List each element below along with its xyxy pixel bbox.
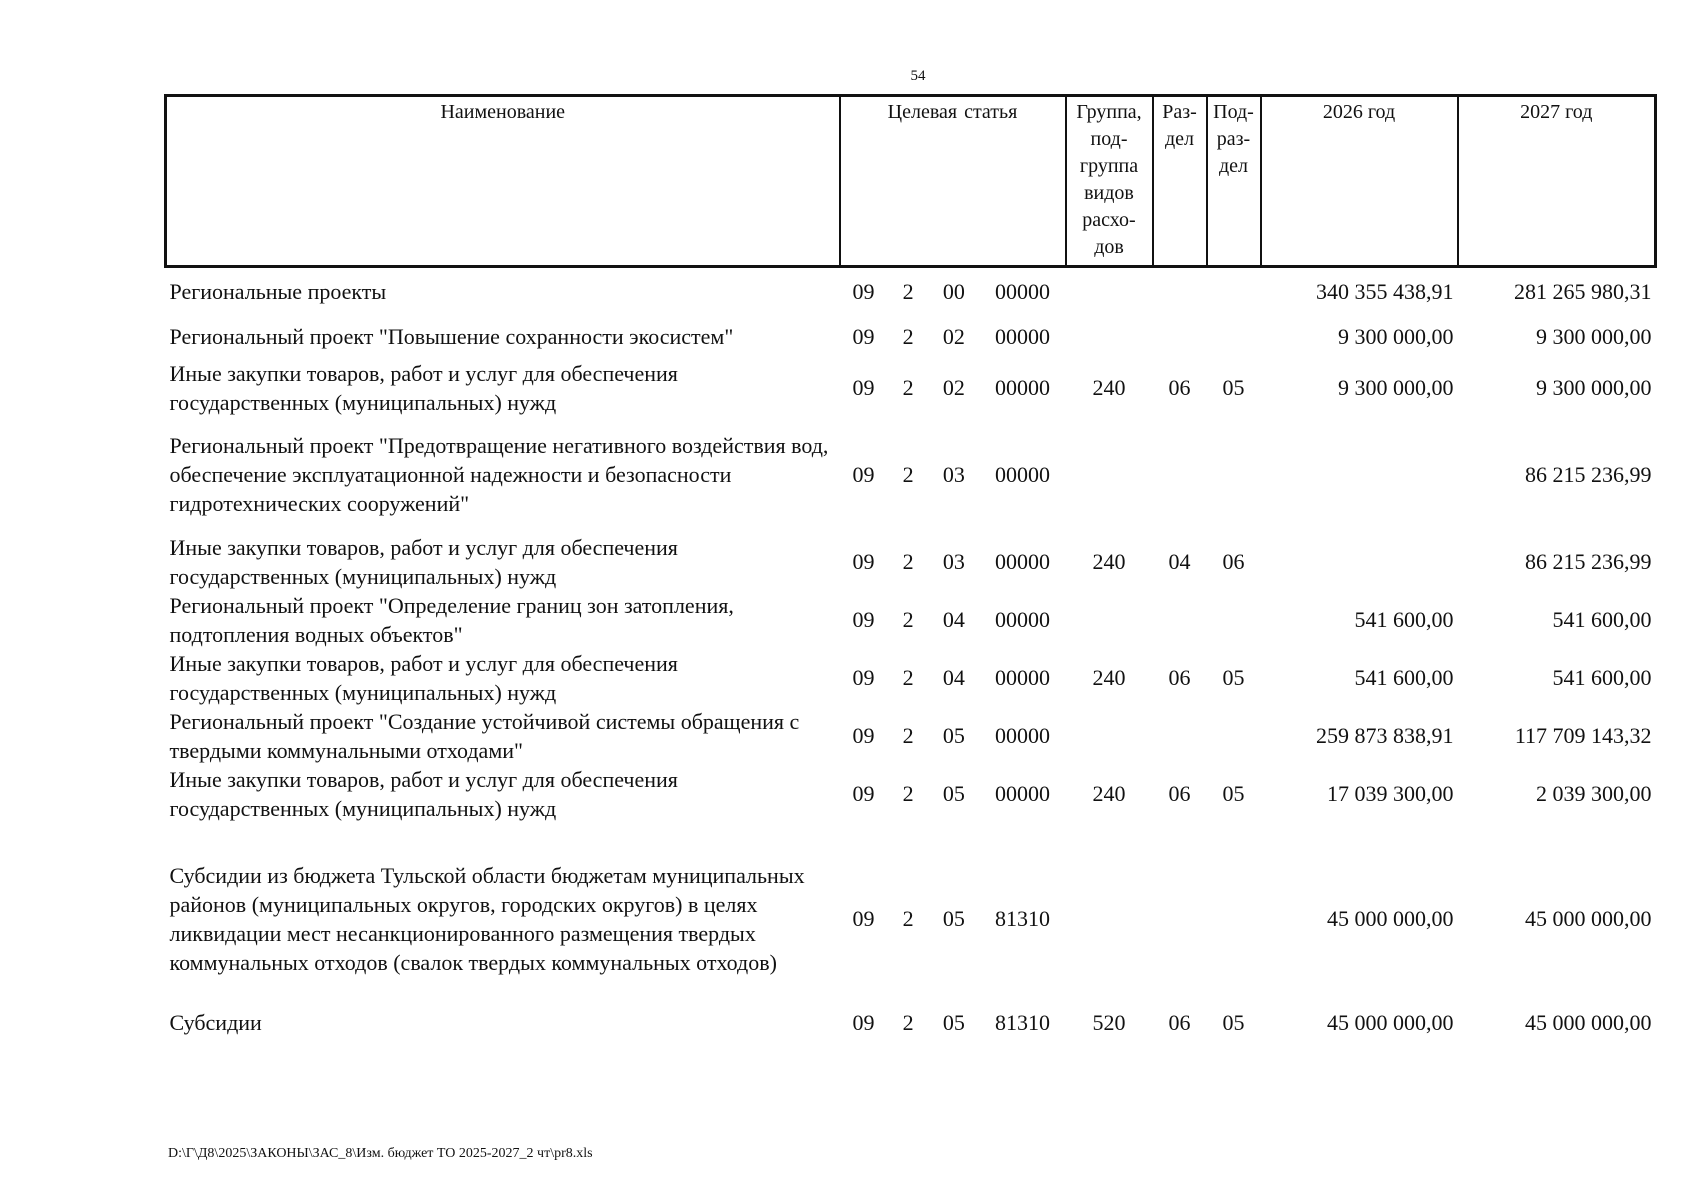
- row-subsection: 05: [1222, 781, 1245, 806]
- row-target-article: [840, 1001, 1066, 1045]
- code-program: 09: [852, 906, 875, 931]
- row-target-article: [840, 315, 1066, 359]
- row-section: [1153, 267, 1207, 315]
- row-expense-group: 240: [1092, 549, 1126, 574]
- row-section: 06: [1168, 781, 1191, 806]
- row-amount-2026: 17 039 300,00: [1327, 781, 1454, 806]
- code-direction: 00000: [994, 723, 1050, 748]
- row-amount-2027: 45 000 000,00: [1525, 906, 1652, 931]
- row-expense-group: [1066, 267, 1153, 315]
- table-row: [166, 765, 1656, 823]
- code-program: 09: [852, 723, 875, 748]
- code-direction: 00000: [994, 781, 1050, 806]
- row-amount-2026: 541 600,00: [1354, 665, 1454, 690]
- code-subprogram: 04: [942, 665, 965, 690]
- row-subsection: 06: [1222, 549, 1245, 574]
- code-type: 2: [902, 906, 914, 931]
- row-section: [1153, 315, 1207, 359]
- code-direction: 00000: [994, 607, 1050, 632]
- table-row: [166, 707, 1656, 765]
- table-row: [166, 359, 1656, 417]
- code-direction: 00000: [994, 665, 1050, 690]
- row-amount-2026: 45 000 000,00: [1327, 906, 1454, 931]
- header-section: Раз- дел: [1153, 96, 1207, 267]
- row-name: Региональный проект "Определение границ зон затопления, подтопления водных объектов": [169, 592, 734, 647]
- code-program: 09: [852, 1010, 875, 1035]
- header-year-2027: 2027 год: [1458, 96, 1656, 267]
- code-subprogram: 05: [942, 723, 965, 748]
- row-amount-2027: 117 709 143,32: [1514, 723, 1652, 748]
- row-target-article: [840, 707, 1066, 765]
- row-expense-group: 520: [1092, 1010, 1126, 1035]
- row-target-article: [840, 267, 1066, 315]
- row-amount-2027: 9 300 000,00: [1536, 375, 1652, 400]
- code-type: 2: [902, 723, 914, 748]
- row-amount-2027: 9 300 000,00: [1536, 324, 1652, 349]
- row-subsection: [1207, 591, 1261, 649]
- table-row: [166, 519, 1656, 591]
- code-direction: 00000: [994, 549, 1050, 574]
- code-program: 09: [852, 375, 875, 400]
- row-target-article: [840, 591, 1066, 649]
- row-amount-2026: [1261, 417, 1458, 519]
- row-target-article: [840, 359, 1066, 417]
- row-amount-2026: 45 000 000,00: [1327, 1010, 1454, 1035]
- table-header: [166, 96, 1656, 267]
- row-name: Иные закупки товаров, работ и услуг для обеспечения государственных (муниципальных) нужд: [169, 534, 678, 589]
- row-amount-2027: 541 600,00: [1552, 607, 1652, 632]
- row-amount-2026: [1261, 519, 1458, 591]
- row-amount-2027: 86 215 236,99: [1525, 549, 1652, 574]
- code-direction: 00000: [994, 278, 1050, 304]
- header-expense-group: Группа, под- группа видов расхо- дов: [1066, 96, 1153, 267]
- row-target-article: [840, 519, 1066, 591]
- code-type: 2: [902, 781, 914, 806]
- row-section: [1153, 591, 1207, 649]
- row-subsection: 05: [1222, 1010, 1245, 1035]
- table-row: [166, 649, 1656, 707]
- code-program: 09: [852, 278, 875, 304]
- row-amount-2027: 86 215 236,99: [1525, 462, 1652, 487]
- code-type: 2: [902, 1010, 914, 1035]
- code-direction: 00000: [994, 375, 1050, 400]
- code-subprogram: 05: [942, 781, 965, 806]
- row-name: Иные закупки товаров, работ и услуг для обеспечения государственных (муниципальных) нужд: [169, 360, 678, 415]
- header-name: Наименование: [166, 96, 840, 267]
- row-section: 04: [1168, 549, 1191, 574]
- row-subsection: 05: [1222, 665, 1245, 690]
- row-name: Региональный проект "Предотвращение негативного воздействия вод, обеспечение эксплуатационной надежности и безопасности гидротехнических сооружений": [169, 433, 829, 516]
- header-subsection: Под- раз- дел: [1207, 96, 1261, 267]
- row-amount-2027: 2 039 300,00: [1536, 781, 1652, 806]
- row-target-article: [840, 765, 1066, 823]
- code-type: 2: [902, 462, 914, 487]
- row-name: Региональные проекты: [169, 278, 387, 304]
- row-amount-2027: 281 265 980,31: [1514, 278, 1652, 304]
- row-section: [1153, 823, 1207, 1001]
- row-target-article: [840, 823, 1066, 1001]
- row-subsection: [1207, 267, 1261, 315]
- row-expense-group: [1066, 315, 1153, 359]
- row-amount-2026: 541 600,00: [1354, 607, 1454, 632]
- header-target-article: Целевая статья: [840, 96, 1066, 267]
- row-expense-group: [1066, 823, 1153, 1001]
- code-type: 2: [902, 278, 914, 304]
- code-type: 2: [902, 375, 914, 400]
- code-direction: 00000: [994, 324, 1050, 349]
- row-subsection: [1207, 417, 1261, 519]
- row-amount-2026: 9 300 000,00: [1338, 375, 1454, 400]
- table-row: [166, 823, 1656, 1001]
- row-section: [1153, 707, 1207, 765]
- row-name: Субсидии из бюджета Тульской области бюджетам муниципальных районов (муниципальных округов, городских округов) в целях ликвидации мест несанкционированного размещения твердых коммунальных отходов (свалок твердых коммунальных отходов): [169, 862, 805, 975]
- code-subprogram: 03: [942, 462, 965, 487]
- row-name: Иные закупки товаров, работ и услуг для обеспечения государственных (муниципальных) нужд: [169, 766, 678, 821]
- row-subsection: [1207, 707, 1261, 765]
- row-target-article: [840, 649, 1066, 707]
- code-direction: 81310: [994, 906, 1050, 931]
- code-program: 09: [852, 462, 875, 487]
- row-subsection: [1207, 823, 1261, 1001]
- row-expense-group: 240: [1092, 665, 1126, 690]
- code-subprogram: 04: [942, 607, 965, 632]
- code-type: 2: [902, 324, 914, 349]
- budget-table: [164, 94, 1657, 1045]
- row-expense-group: [1066, 707, 1153, 765]
- code-type: 2: [902, 549, 914, 574]
- code-type: 2: [902, 665, 914, 690]
- code-program: 09: [852, 549, 875, 574]
- row-amount-2027: 45 000 000,00: [1525, 1010, 1652, 1035]
- page-number: 54: [910, 68, 926, 84]
- code-subprogram: 02: [942, 375, 965, 400]
- row-expense-group: [1066, 591, 1153, 649]
- code-subprogram: 05: [942, 906, 965, 931]
- row-name: Региональный проект "Повышение сохранности экосистем": [169, 324, 734, 349]
- row-name: Субсидии: [169, 1010, 262, 1035]
- code-subprogram: 05: [942, 1010, 965, 1035]
- row-section: 06: [1168, 1010, 1191, 1035]
- footer-file-path: D:\Г\Д8\2025\ЗАКОНЫ\ЗАС_8\Изм. бюджет ТО 2025-2027_2 чт\pr8.xls: [168, 1146, 593, 1161]
- header-year-2026: 2026 год: [1261, 96, 1458, 267]
- code-program: 09: [852, 607, 875, 632]
- code-subprogram: 03: [942, 549, 965, 574]
- code-direction: 81310: [994, 1010, 1050, 1035]
- table-row: [166, 267, 1656, 315]
- row-name: Иные закупки товаров, работ и услуг для обеспечения государственных (муниципальных) нужд: [169, 650, 678, 705]
- row-expense-group: [1066, 417, 1153, 519]
- table-row: [166, 315, 1656, 359]
- row-amount-2027: 541 600,00: [1552, 665, 1652, 690]
- row-amount-2026: 340 355 438,91: [1316, 278, 1454, 304]
- table-row: [166, 1001, 1656, 1045]
- row-expense-group: 240: [1092, 375, 1126, 400]
- code-direction: 00000: [994, 462, 1050, 487]
- row-section: 06: [1168, 665, 1191, 690]
- row-section: [1153, 417, 1207, 519]
- row-name: Региональный проект "Создание устойчивой системы обращения с твердыми коммунальными отходами": [169, 708, 800, 763]
- row-subsection: [1207, 315, 1261, 359]
- row-expense-group: 240: [1092, 781, 1126, 806]
- row-target-article: [840, 417, 1066, 519]
- table-row: [166, 591, 1656, 649]
- row-amount-2026: 9 300 000,00: [1338, 324, 1454, 349]
- code-program: 09: [852, 324, 875, 349]
- row-section: 06: [1168, 375, 1191, 400]
- row-amount-2026: 259 873 838,91: [1316, 723, 1454, 748]
- row-subsection: 05: [1222, 375, 1245, 400]
- code-subprogram: 00: [942, 278, 965, 304]
- code-program: 09: [852, 665, 875, 690]
- code-subprogram: 02: [942, 324, 965, 349]
- table-row: [166, 417, 1656, 519]
- code-type: 2: [902, 607, 914, 632]
- code-program: 09: [852, 781, 875, 806]
